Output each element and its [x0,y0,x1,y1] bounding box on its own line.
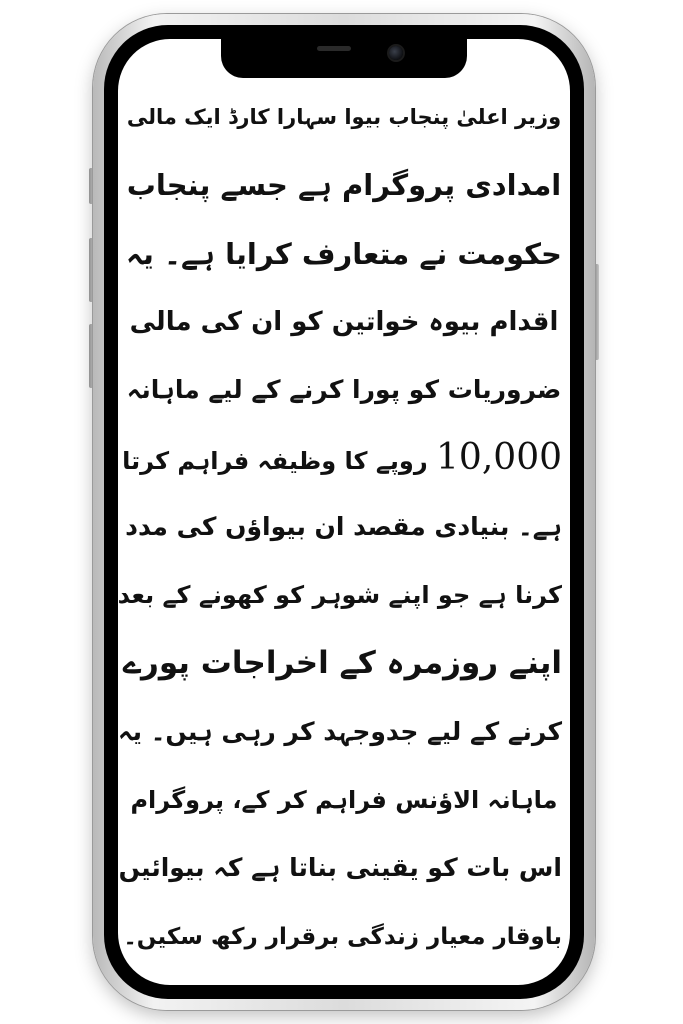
article-line-4: اقدام بیوہ خواتین کو ان کی مالی [129,306,559,337]
article-line-2: امدادی پروگرام ہے جسے پنجاب [126,168,562,203]
front-camera-icon [389,46,403,60]
phone-screen [118,39,570,985]
article-line-9: اپنے روزمرہ کے اخراجات پورے [122,645,562,682]
speaker-grille [317,46,351,51]
article-line-10: کرنے کے لیے جدوجہد کر رہی ہیں۔ یہ [118,716,562,746]
phone-notch [221,36,467,78]
article-line-8: کرنا ہے جو اپنے شوہر کو کھونے کے بعد [118,581,562,610]
article-line-6-text: روپے کا وظیفہ فراہم کرتا [122,447,428,476]
article-line-7: ہے۔ بنیادی مقصد ان بیواؤں کی مدد [125,511,562,541]
article-line-5: ضروریات کو پورا کرنے کے لیے ماہانہ [126,375,562,405]
article-line-6 [118,424,570,492]
article-line-1: وزیر اعلیٰ پنجاب بیوا سہارا کارڈ ایک مالی [126,105,562,129]
article-line-11: ماہانہ الاؤنس فراہم کر کے، پروگرام [130,785,558,814]
article-line-13: باوقار معیار زندگی برقرار رکھ سکیں۔ [123,923,562,950]
article-text [118,83,570,971]
article-line-3: حکومت نے متعارف کرایا ہے۔ یہ [126,236,562,271]
stipend-amount: 10,000 [436,437,562,479]
article-line-12: اس بات کو یقینی بناتا ہے کہ بیوائیں [118,853,562,883]
